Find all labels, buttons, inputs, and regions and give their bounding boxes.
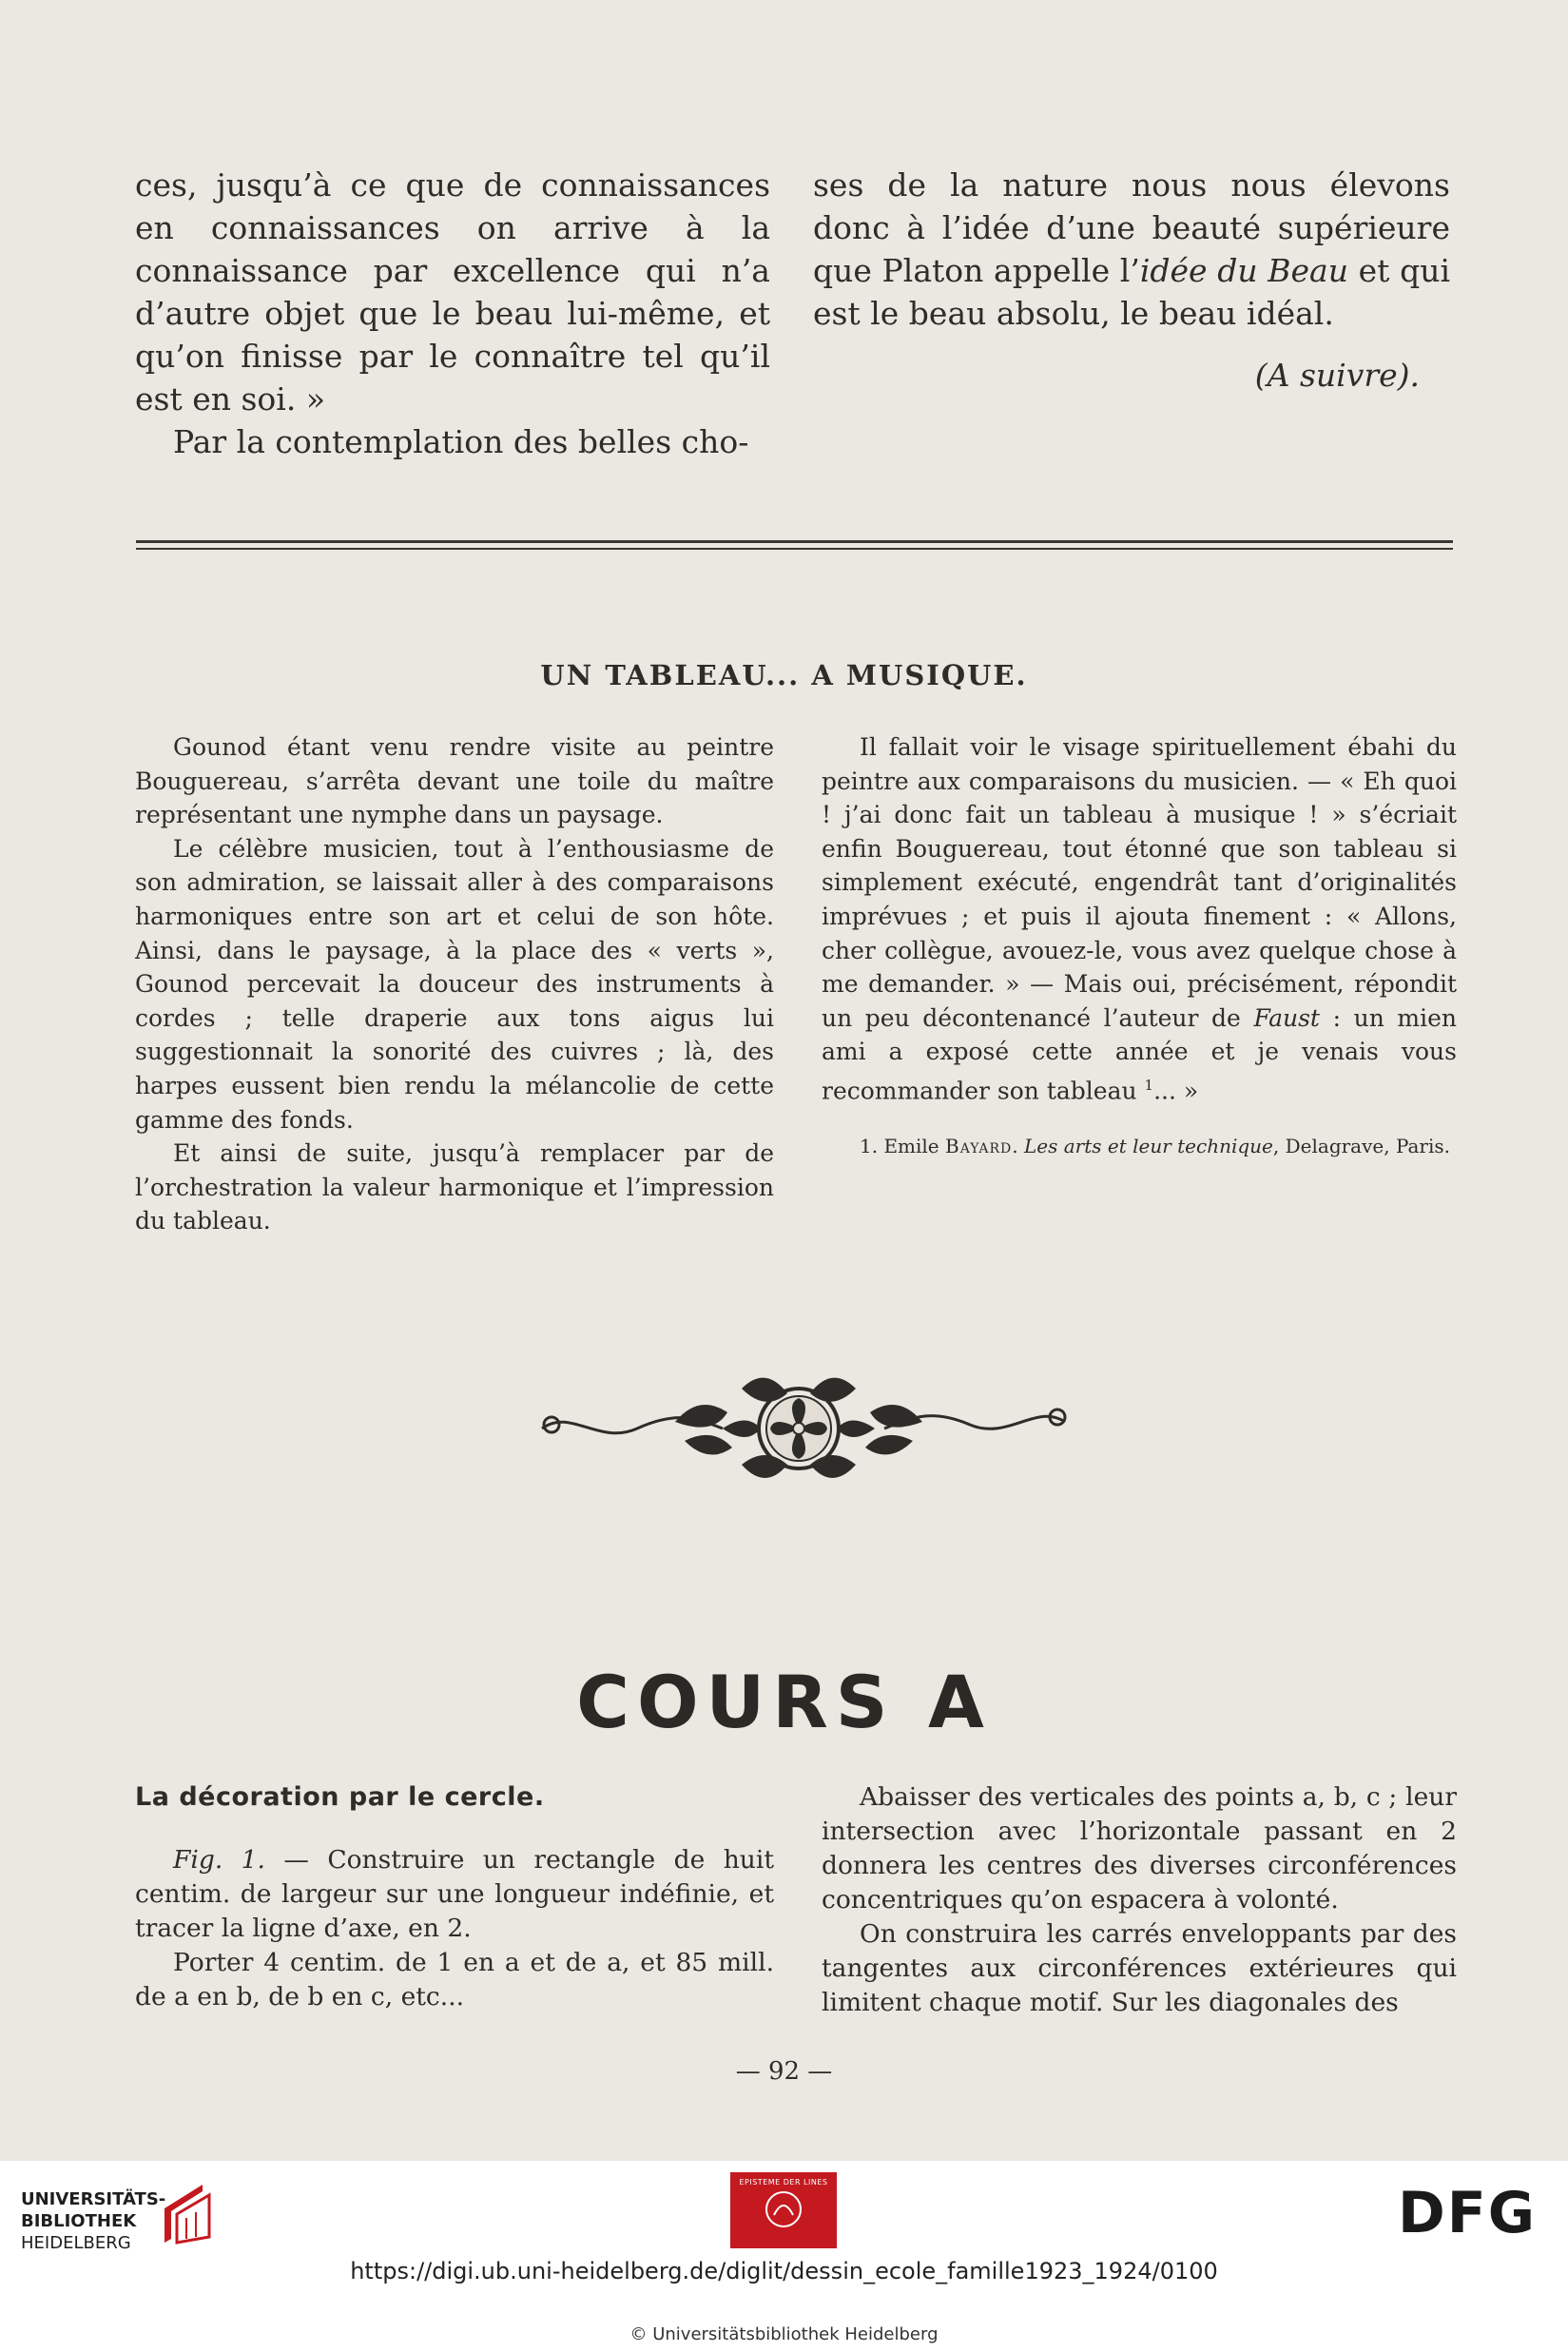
top-left-paragraph-1: ces, jusqu’à ce que de connaissances en connaissances on arrive à la connaissance par excellence qui n’a d’autre objet que le beau lui-même, et qu’on finisse par le connaître tel qu’il est en soi. » <box>135 166 770 418</box>
project-logo[interactable]: EPISTEME DER LINES <box>730 2172 837 2248</box>
article-heading: UN TABLEAU... A MUSIQUE. <box>540 659 1028 691</box>
cours-paragraph-3: Abaisser des verticales des points a, b, c ; leur intersection avec l’horizontale passant en 2 donnera les centres des diverses circonférences concentriques qu’on espacera à volonté. <box>822 1782 1457 1915</box>
article-left-column <box>135 730 774 1238</box>
a-suivre: (A suivre). <box>1254 357 1420 394</box>
top-left-paragraph-2: Par la contemplation des belles cho- <box>173 423 749 460</box>
top-right-column <box>813 164 1450 397</box>
permalink[interactable]: https://digi.ub.uni-heidelberg.de/diglit/dessin_ecole_famille1923_1924/0100 <box>350 2258 1218 2284</box>
library-name: UNIVERSITÄTS- BIBLIOTHEK HEIDELBERG <box>21 2189 166 2253</box>
top-right-paragraph: ses de la nature nous nous élevons donc à l’idée d’une beauté supérieure que Platon appelle l’idée du Beau et qui est le beau absolu, le beau idéal. <box>813 166 1451 332</box>
faust: Faust <box>1253 1003 1320 1032</box>
article-right-column <box>822 730 1457 1159</box>
library-logo-icon <box>160 2180 217 2246</box>
article-paragraph-2: Le célèbre musicien, tout à l’enthousiasme de son admiration, se laissait aller à des comparaisons harmoniques entre son art et celui de son hôte. Ainsi, dans le paysage, à la place des « verts », Gounod percevait la douceur des instruments à cordes ; telle draperie aux tons aigus lui suggestionnait la sonorité des cuivres ; là, des harpes eussent bien rendu la mélancolie de cette gamme des fonds. <box>135 834 774 1134</box>
cours-right-column <box>822 1780 1457 2020</box>
page-number: — 92 — <box>735 2057 833 2086</box>
floral-ornament <box>532 1370 1074 1493</box>
separator-rule-bottom <box>136 548 1453 550</box>
top-left-column <box>135 164 770 463</box>
fig-1-label: Fig. 1. <box>173 1845 265 1875</box>
cours-paragraph-1: Fig. 1. — Construire un rectangle de huit centim. de largeur sur une longueur indéfinie, et tracer la ligne d’axe, en 2. <box>135 1845 774 1943</box>
cours-title: COURS A <box>576 1660 992 1744</box>
funder-logo[interactable]: DFG <box>1398 2180 1538 2246</box>
project-emblem-icon <box>755 2187 812 2232</box>
footnote: 1. Emile Bayard. Les arts et leur technique, Delagrave, Paris. <box>860 1134 1451 1157</box>
cours-paragraph-2: Porter 4 centim. de 1 en a et de a, et 85 mill. de a en b, de b en c, etc... <box>135 1948 774 2012</box>
idee-du-beau: idée du Beau <box>1139 252 1348 289</box>
separator-rule-top <box>136 540 1453 543</box>
cours-left-column <box>135 1780 774 2014</box>
article-paragraph-4: Il fallait voir le visage spirituellement ébahi du peintre aux comparaisons du musicien. — « Eh quoi ! j’ai donc fait un tableau à musique ! » s’écriait enfin Bouguereau, tout étonné que son tableau si simplement exécuté, engendrât tant d’originalités imprévues ; et puis il ajouta finement : « Allons, cher collègue, avouez-le, vous avez quelque chose à me demander. » — Mais oui, précisément, répondit un peu décontenancé l’auteur de Faust : un mien ami a exposé cette année et je venais vous recommander son tableau $^1$... » <box>822 733 1457 1105</box>
copyright: © Universitätsbibliothek Heidelberg <box>629 2324 939 2344</box>
footnote-ref: 1 <box>1144 1076 1154 1094</box>
article-paragraph-3: Et ainsi de suite, jusqu’à remplacer par de l’orchestration la valeur harmonique et l’impression du tableau. <box>135 1139 774 1235</box>
cours-subheading: La décoration par le cercle. <box>135 1782 545 1812</box>
article-paragraph-1: Gounod étant venu rendre visite au peintre Bouguereau, s’arrêta devant une toile du maître représentant une nymphe dans un paysage. <box>135 733 774 829</box>
cours-paragraph-4: On construira les carrés enveloppants par des tangentes aux circonférences extérieures qui limitent chaque motif. Sur les diagonales des <box>822 1919 1457 2017</box>
viewer-footer <box>0 2161 1568 2352</box>
